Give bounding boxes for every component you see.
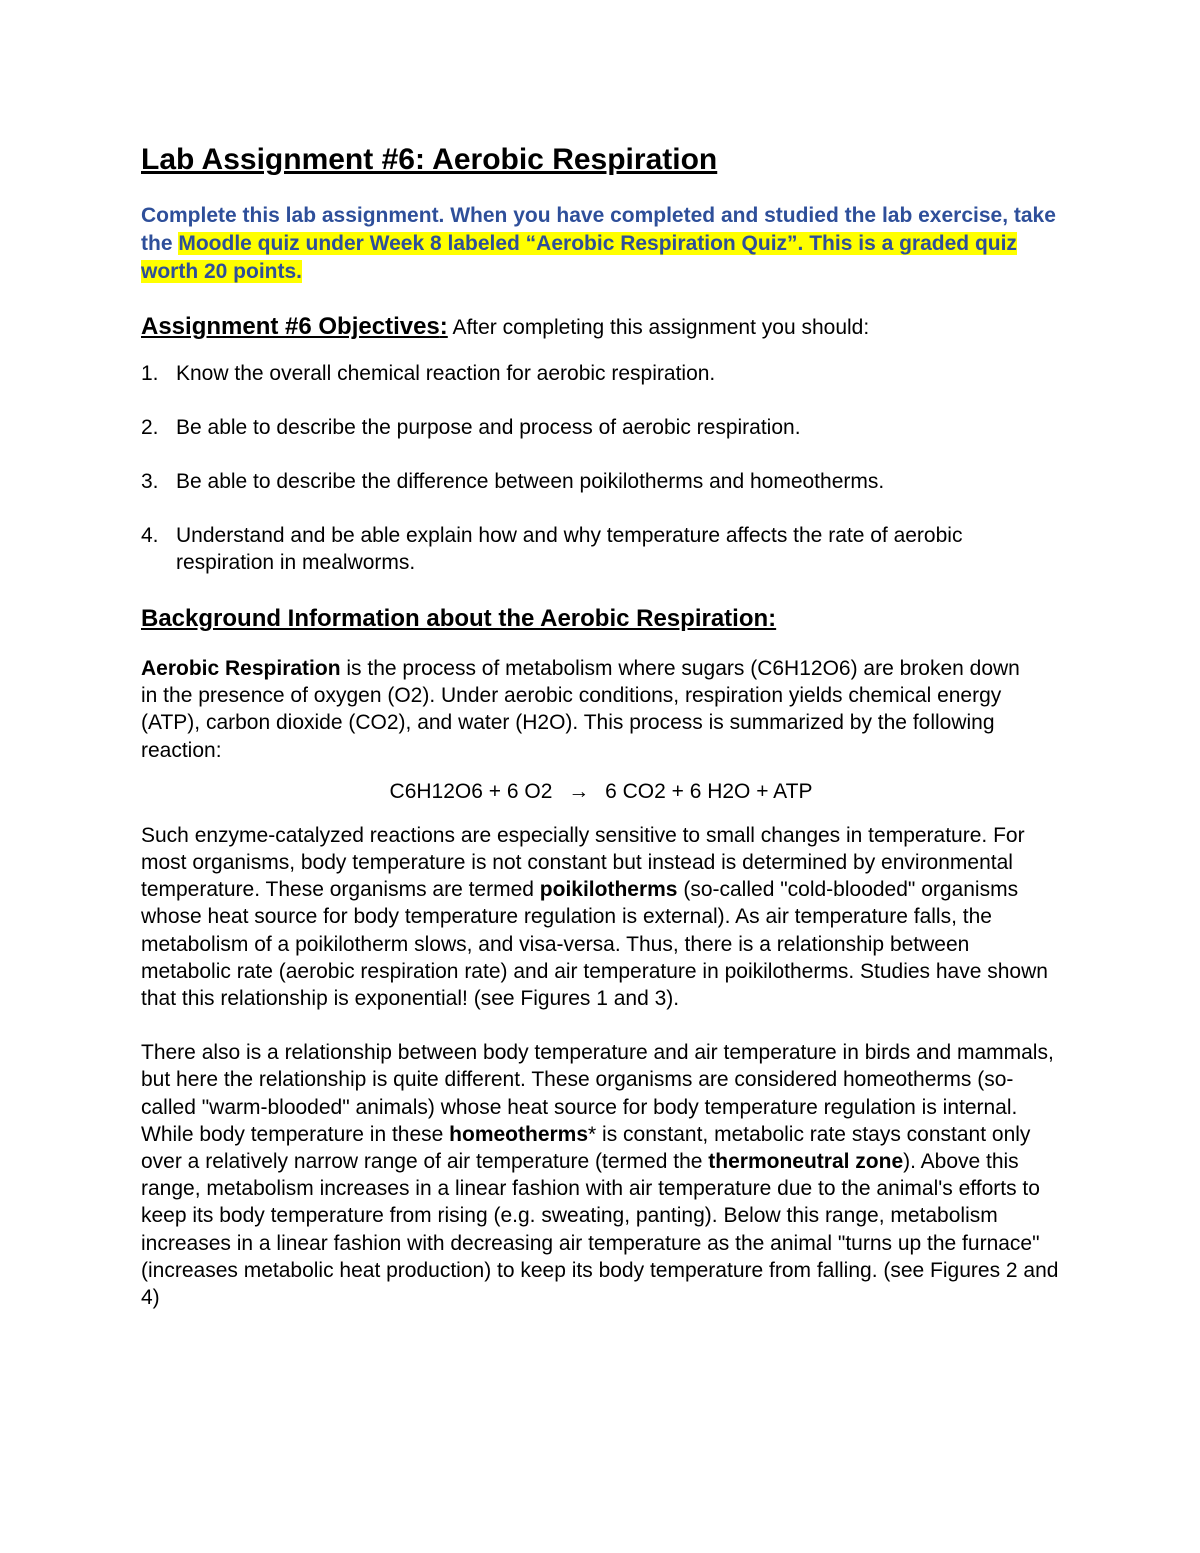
term-aerobic-respiration: Aerobic Respiration: [141, 657, 341, 680]
intro-instructions: [141, 202, 1061, 286]
list-item: [141, 414, 1061, 441]
page-title: Lab Assignment #6: Aerobic Respiration: [141, 143, 718, 176]
list-item: [141, 522, 1061, 576]
objectives-heading-line: [141, 312, 1061, 343]
equation-reactants: C6H12O6 + 6 O2: [389, 779, 553, 803]
term-thermoneutral-zone: thermoneutral zone: [708, 1150, 904, 1174]
term-poikilotherms: poikilotherms: [539, 878, 678, 902]
list-number: 1.: [141, 362, 159, 385]
document-page: [141, 138, 1061, 1311]
term-homeotherms: homeotherms: [449, 1122, 589, 1146]
objectives-heading: Assignment #6 Objectives:: [141, 313, 448, 340]
list-text: Be able to describe the difference between poikilotherms and homeotherms.: [176, 470, 885, 493]
background-paragraph-3: There also is a relationship between body temperature and air temperature in birds and mammals, but here the relationship is quite different. These organisms are considered homeotherms (so-called "warm-blooded" animals) whose heat source for body temperature regulation is internal. While body temperature in these homeotherms* is constant, metabolic rate stays constant only over a relatively narrow range of air temperature (termed the thermoneutral zone). Above this range, metabolism increases in a linear fashion with air temperature due to the animal's efforts to keep its body temperature from rising (e.g. sweating, panting). Below this range, metabolism increases in a linear fashion with decreasing air temperature as the animal "turns up the furnace" (increases metabolic heat production) to keep its body temperature from falling. (see Figures 2 and 4): [141, 1041, 1059, 1310]
list-item: [141, 468, 1061, 495]
list-text: Be able to describe the purpose and process of aerobic respiration.: [176, 416, 801, 439]
intro-text: Complete this lab assignment. When you have completed and studied the lab exercise, take the: [141, 204, 1056, 255]
objectives-lead: After completing this assignment you should:: [447, 316, 870, 339]
list-number: 2.: [141, 416, 159, 439]
reaction-equation: [141, 778, 1061, 806]
equation-products: 6 CO2 + 6 H2O + ATP: [605, 779, 813, 803]
background-paragraph-1: Aerobic Respiration is the process of metabolism where sugars (C6H12O6) are broken down in the presence of oxygen (O2). Under aerobic conditions, respiration yields chemical energy (ATP), carbon dioxide (CO2), and water (H2O). This process is summarized by the following reaction:: [141, 657, 1020, 762]
list-text: Understand and be able explain how and why temperature affects the rate of aerobic respiration in mealworms.: [176, 524, 963, 574]
equation-arrow: →: [568, 779, 590, 803]
list-item: [141, 360, 1061, 387]
list-number: 3.: [141, 470, 159, 493]
objectives-list: [141, 360, 1061, 576]
background-paragraph-2: Such enzyme-catalyzed reactions are especially sensitive to small changes in temperature. For most organisms, body temperature is not constant but instead is determined by environmental temperature. These organisms are termed poikilotherms (so-called "cold-blooded" organisms whose heat source for body temperature regulation is external). As air temperature falls, the metabolism of a poikilotherm slows, and visa-versa. Thus, there is a relationship between metabolic rate (aerobic respiration rate) and air temperature in poikilotherms. Studies have shown that this relationship is exponential! (see Figures 1 and 3).: [141, 823, 1048, 1011]
list-number: 4.: [141, 524, 159, 547]
background-heading: Background Information about the Aerobic Respiration:: [141, 605, 777, 632]
intro-highlighted-text: Moodle quiz under Week 8 labeled “Aerobic Respiration Quiz”. This is a graded quiz worth 20 points.: [141, 232, 1017, 283]
list-text: Know the overall chemical reaction for aerobic respiration.: [176, 362, 716, 385]
